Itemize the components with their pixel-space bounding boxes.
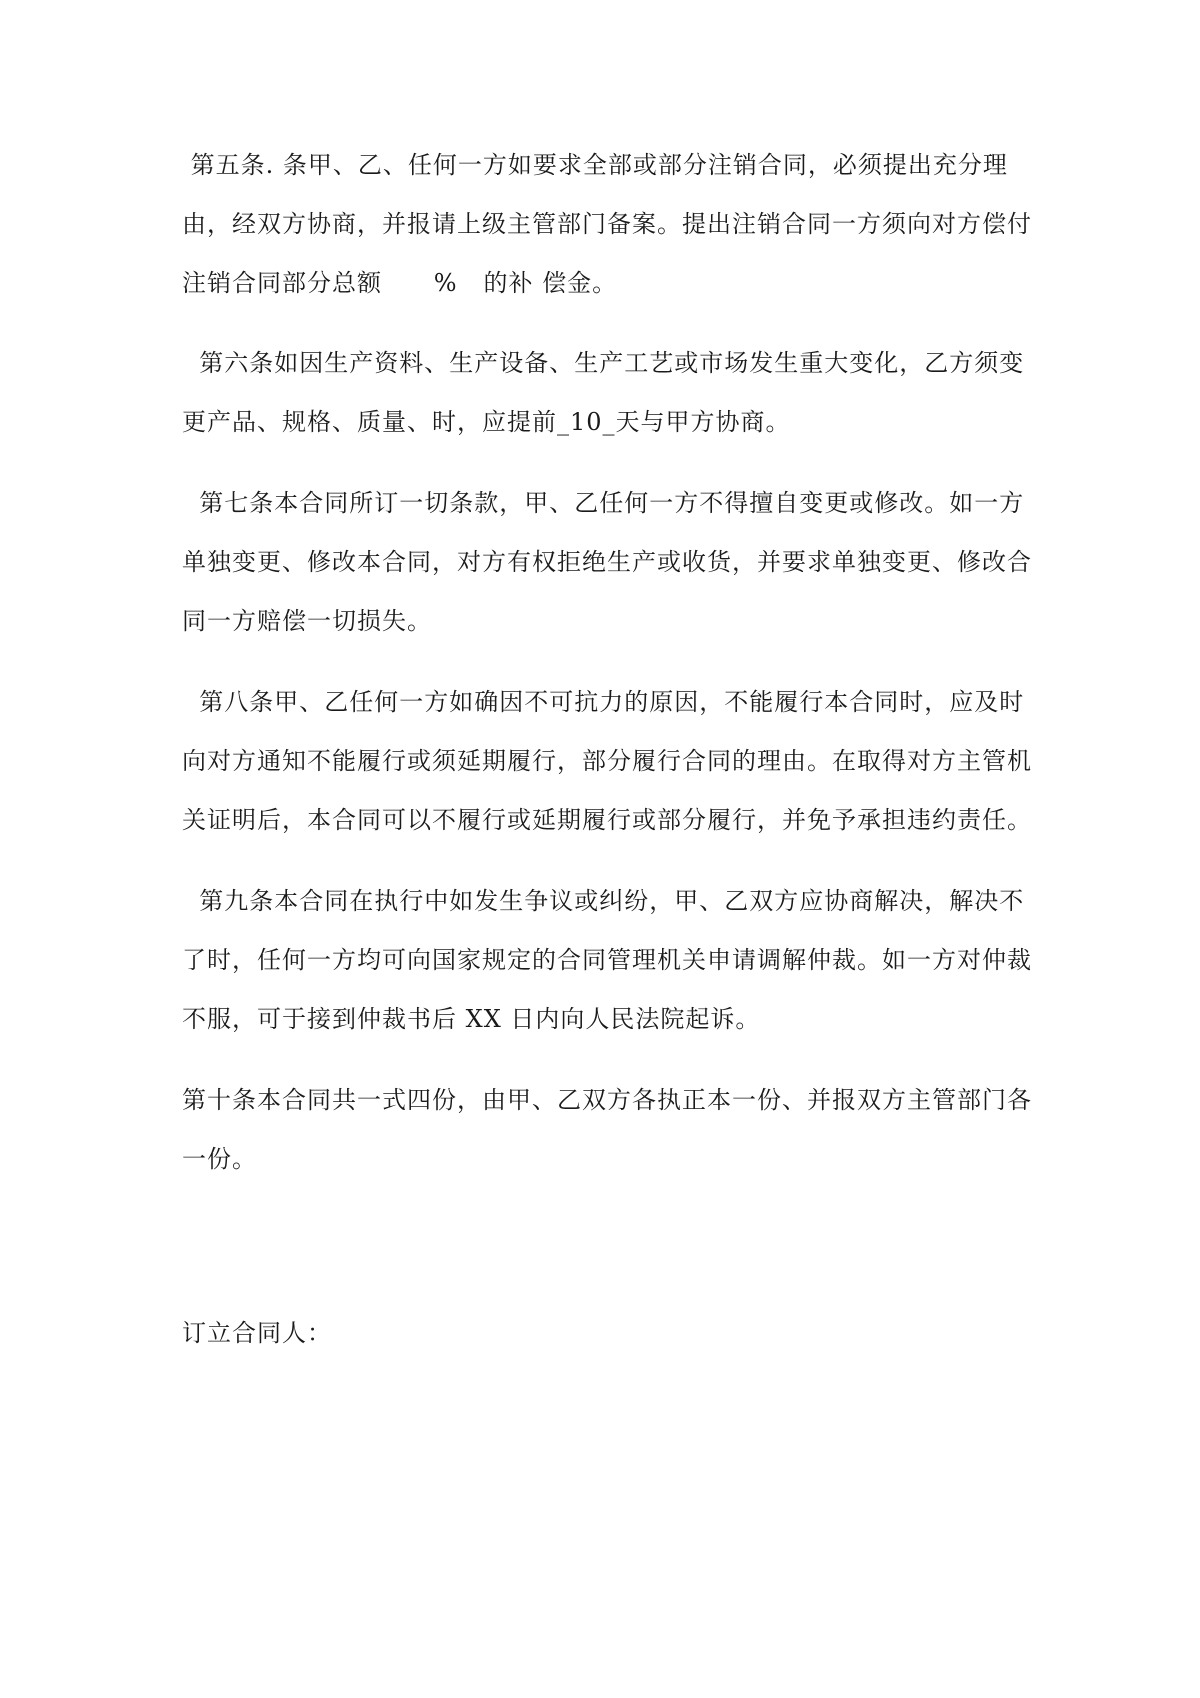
text-line: 一份。 bbox=[182, 1145, 257, 1173]
text-line: 第五条. 条甲、乙、任何一方如要求全部或部分注销合同，必须提出充分理 bbox=[182, 151, 1008, 179]
text-line: 单独变更、修改本合同，对方有权拒绝生产或收货，并要求单独变更、修改合 bbox=[182, 548, 1032, 576]
text-line: 更产品、规格、质量、时，应提前_10_天与甲方协商。 bbox=[182, 408, 791, 436]
text-line: 第九条本合同在执行中如发生争议或纠纷，甲、乙双方应协商解决，解决不 bbox=[182, 887, 1025, 915]
text-line: 了时，任何一方均可向国家规定的合同管理机关申请调解仲裁。如一方对仲裁 bbox=[182, 946, 1032, 974]
text-line: 同一方赔偿一切损失。 bbox=[182, 607, 432, 635]
text-line: 不服，可于接到仲裁书后 XX 日内向人民法院起诉。 bbox=[182, 1005, 761, 1033]
text-line: 向对方通知不能履行或须延期履行，部分履行合同的理由。在取得对方主管机 bbox=[182, 747, 1032, 775]
text-line: 第七条本合同所订一切条款，甲、乙任何一方不得擅自变更或修改。如一方 bbox=[182, 489, 1025, 517]
signature-label: 订立合同人： bbox=[182, 1319, 332, 1347]
text-line: 注销合同部分总额 % 的补 偿金。 bbox=[182, 269, 618, 297]
text-line: 第十条本合同共一式四份，由甲、乙双方各执正本一份、并报双方主管部门各 bbox=[182, 1086, 1032, 1114]
text-line: 关证明后，本合同可以不履行或延期履行或部分履行，并免予承担违约责任。 bbox=[182, 806, 1032, 834]
text-line: 第六条如因生产资料、生产设备、生产工艺或市场发生重大变化，乙方须变 bbox=[182, 349, 1025, 377]
text-line: 第八条甲、乙任何一方如确因不可抗力的原因，不能履行本合同时，应及时 bbox=[182, 688, 1025, 716]
text-line: 由，经双方协商，并报请上级主管部门备案。提出注销合同一方须向对方偿付 bbox=[182, 210, 1032, 238]
